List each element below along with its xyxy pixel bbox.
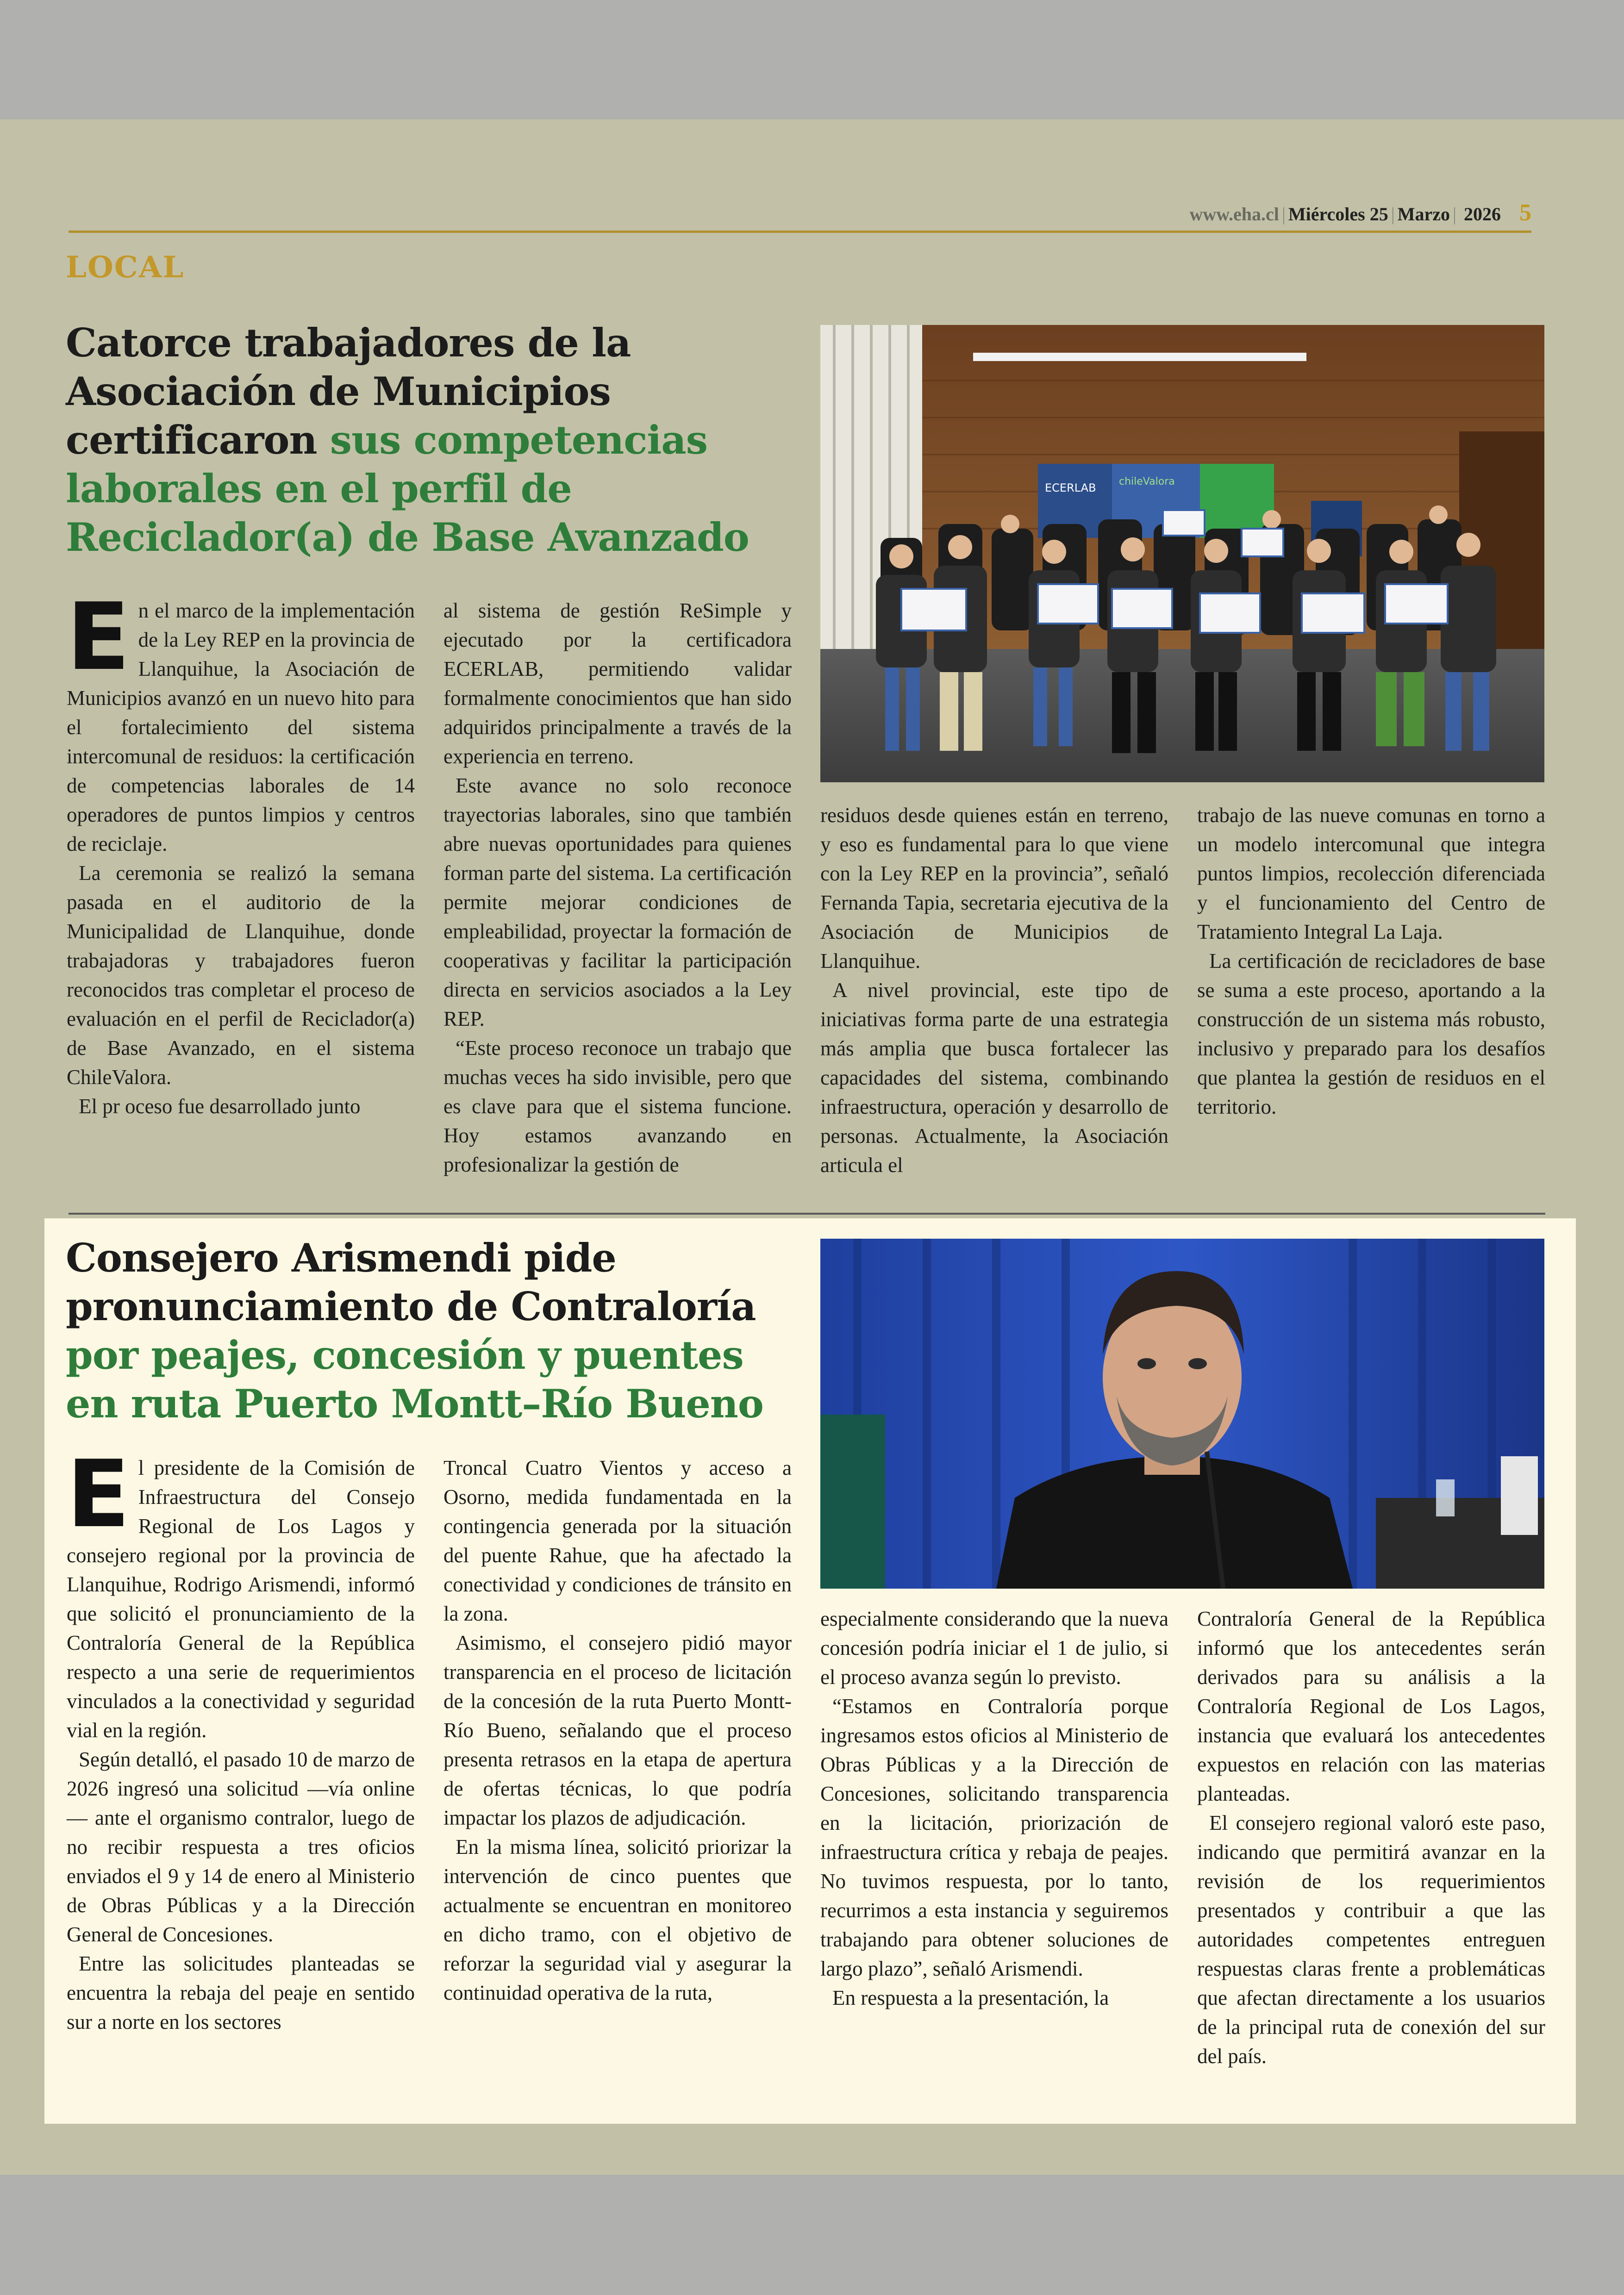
article2-headline-green: por peajes, concesión y puentes en ruta Puerto Montt–Río Bueno [66, 1332, 763, 1427]
site-url: www.eha.cl [1189, 204, 1279, 225]
article2-headline [66, 1234, 806, 1428]
article1-photo [820, 325, 1544, 782]
page-number: 5 [1519, 200, 1531, 226]
article2-paragraph: Contraloría General de la República informó que los antecedentes serán derivados para su análisis a la Contraloría Regional de Los Lagos, instancia que evaluará los antecedentes expuestos en relación con las materias planteadas. [1197, 1607, 1545, 1805]
article1-paragraph: La certificación de recicladores de base se suma a este proceso, aportando a la construcción de un sistema más robusto, inclusivo y preparado para los desafíos que plantea la gestión de residuos en el territorio. [1197, 949, 1545, 1118]
article2-column-1 [67, 1441, 415, 2037]
article2-paragraph: l presidente de la Comisión de Infraestructura del Consejo Regional de Los Lagos y consejero regional por la provincia de Llanquihue, Rodrigo Arismendi, informó que solicitó el pronunciamiento de la Contraloría General de la República respecto a una serie de requerimientos vinculados a la conectividad y seguridad vial en la región. [67, 1456, 415, 1742]
header-rule [69, 231, 1531, 233]
article2-paragraph: “Estamos en Contraloría porque ingresamos estos oficios al Ministerio de Obras Públicas y a la Dirección de Concesiones, solicitando transparencia en la licitación, priorización de infraestructura crítica y rebaja de peajes. No tuvimos respuesta, por lo tanto, recurrimos a esta instancia y seguiremos trabajando para obtener soluciones de largo plazo”, señaló Arismendi. [820, 1695, 1168, 1980]
article1-headline-dark: Catorce trabajadores de la Asociación de Municipios certificaron [66, 320, 631, 463]
article1-paragraph: residuos desde quienes están en terreno, y eso es fundamental para lo que viene con la Ley REP en la provincia”, señaló Fernanda Tapia, secretaria ejecutiva de la Asociación de Municipios de Llanquihue. [820, 804, 1168, 973]
header-day: Miércoles 25 [1288, 204, 1388, 225]
article1-headline-green: sus competencias laborales en el perfil de Reciclador(a) de Base Avanzado [66, 417, 749, 560]
article2-paragraph: especialmente considerando que la nueva concesión podría iniciar el 1 de julio, si el proceso avanza según lo previsto. [820, 1607, 1168, 1689]
article1-column-2 [443, 596, 792, 1179]
article2-paragraph: Asimismo, el consejero pidió mayor transparencia en el proceso de licitación de la concesión de la ruta Puerto Montt-Río Bueno, señalando que el proceso presenta retrasos en la etapa de apertura de ofertas técnicas, lo que podría impactar los plazos de adjudicación. [443, 1631, 792, 1829]
article1-paragraph: trabajo de las nueve comunas en torno a un modelo intercomunal que integra puntos limpios, recolección diferenciada y el funcionamiento del Centro de Tratamiento Integral La Laja. [1197, 804, 1545, 943]
page-header [69, 199, 1531, 225]
article2-paragraph: Entre las solicitudes planteadas se encuentra la rebaja del peaje en sentido sur a norte en los sectores [67, 1952, 415, 2033]
header-info: www.eha.cl | Miércoles 25 | Marzo | 2026 5 [1189, 200, 1531, 226]
article1-paragraph: La ceremonia se realizó la semana pasada en el auditorio de la Municipalidad de Llanquihue, donde trabajadoras y trabajadores fueron reconocidos tras completar el proceso de evaluación en el perfil de Reciclador(a) de Base Avanzado, en el sistema ChileValora. [67, 861, 415, 1089]
article-divider [69, 1213, 1545, 1215]
article2-paragraph: Troncal Cuatro Vientos y acceso a Osorno, medida fundamentada en la contingencia generada por la situación del puente Rahue, que ha afectado la conectividad y condiciones de tránsito en la zona. [443, 1456, 792, 1625]
article1-paragraph: Este avance no solo reconoce trayectorias laborales, sino que también abre nuevas oportunidades para quienes forman parte del sistema. La certificación permite mejorar condiciones de empleabilidad, proyectar la formación de cooperativas y facilitar la participación directa en servicios asociados a la Ley REP. [443, 774, 792, 1030]
article2-column-4 [1197, 1604, 1545, 2071]
article1-paragraph: al sistema de gestión ReSimple y ejecutado por la certificadora ECERLAB, permitiendo validar formalmente conocimientos que han sido adquiridos principalmente a través de la experiencia en terreno. [443, 599, 792, 768]
article2-paragraph: El consejero regional valoró este paso, indicando que permitirá avanzar en la revisión de los requerimientos presentados y contribuir a que las autoridades competentes entreguen respuestas claras frente a problemáticas que afectan directamente a los usuarios de la principal ruta de conexión del sur del país. [1197, 1811, 1545, 2068]
article2-paragraph: Según detalló, el pasado 10 de marzo de 2026 ingresó una solicitud —vía online— ante el organismo contralor, luego de no recibir respuesta a tres oficios enviados el 9 y 14 de enero al Ministerio de Obras Públicas y a la Dirección General de Concesiones. [67, 1748, 415, 1946]
banner-text-chilevalora: chileValora [1119, 476, 1175, 487]
article1-column-3 [820, 801, 1168, 1180]
banner-text-ecerlab: ECERLAB [1045, 481, 1096, 494]
article2-column-2 [443, 1453, 792, 2008]
article1-headline [66, 318, 806, 561]
article1-paragraph: A nivel provincial, este tipo de iniciativas forma parte de una estrategia más amplia que busca fortalecer las capacidades del sistema, combinando infraestructura, operación y desarrollo de personas. Actualmente, la Asociación articula el [820, 979, 1168, 1177]
article1-column-1 [67, 583, 415, 1121]
article1-paragraph: n el marco de la implementación de la Ley REP en la provincia de Llanquihue, la Asociación de Municipios avanzó en un nuevo hito para el fortalecimiento del sistema intercomunal de residuos: la certificación de competencias laborales de 14 operadores de puntos limpios y centros de reciclaje. [67, 599, 415, 855]
article1-dropcap: E [67, 583, 130, 691]
header-month: Marzo [1397, 204, 1450, 225]
article2-photo [820, 1239, 1544, 1589]
speaker-photo-illustration [820, 1239, 1544, 1589]
article1-column-4 [1197, 801, 1545, 1122]
article1-paragraph: “Este proceso reconoce un trabajo que muchas veces ha sido invisible, pero que es clave para que el sistema funcione. Hoy estamos avanzando en profesionalizar la gestión de [443, 1036, 792, 1176]
article2-paragraph: En respuesta a la presentación, la [832, 1986, 1109, 2009]
group-photo-illustration [820, 325, 1544, 782]
article2-headline-dark: Consejero Arismendi pide pronunciamiento de Contraloría [66, 1235, 756, 1329]
header-year: 2026 [1464, 204, 1501, 225]
article2-dropcap: E [67, 1441, 130, 1548]
section-label: LOCAL [66, 250, 185, 285]
article1-paragraph: El pr oceso fue desarrollado junto [79, 1095, 361, 1118]
article2-paragraph: En la misma línea, solicitó priorizar la intervención de cinco puentes que actualmente se encuentran en monitoreo en dicho tramo, con el objetivo de reforzar la seguridad vial y asegurar la continuidad operativa de la ruta, [443, 1835, 792, 2004]
article2-column-3 [820, 1604, 1168, 2013]
